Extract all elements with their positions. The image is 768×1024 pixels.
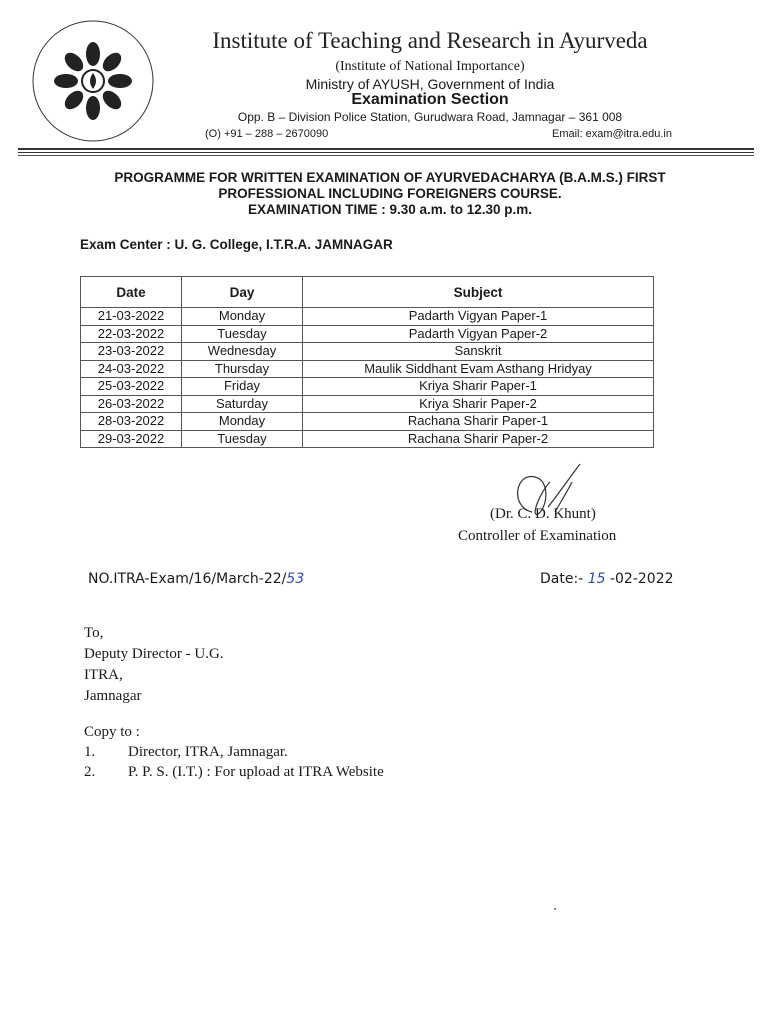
recipient-line-2: ITRA,	[84, 667, 123, 683]
subject-cell: Maulik Siddhant Evam Asthang Hridyay	[303, 360, 654, 378]
day-cell: Tuesday	[182, 430, 303, 448]
phone-line: (O) +91 – 288 – 2670090	[205, 128, 329, 140]
date-cell: 22-03-2022	[81, 325, 182, 343]
signatory-name: (Dr. C. D. Khunt)	[490, 506, 596, 522]
institute-title: Institute of Teaching and Research in Ayurveda	[212, 28, 648, 53]
reference-prefix: NO.ITRA-Exam/16/March-22/	[88, 571, 287, 587]
date-cell: 29-03-2022	[81, 430, 182, 448]
programme-heading	[60, 170, 720, 218]
table-header-row	[81, 277, 654, 308]
reference-number	[88, 571, 304, 587]
table-row	[81, 378, 654, 396]
subject-cell: Padarth Vigyan Paper-1	[303, 308, 654, 326]
header-divider	[18, 155, 754, 156]
date-prefix: Date:-	[540, 571, 588, 587]
subject-cell: Rachana Sharir Paper-1	[303, 413, 654, 431]
table-row	[81, 430, 654, 448]
date-cell: 23-03-2022	[81, 343, 182, 361]
column-header-day: Day	[182, 277, 303, 308]
date-cell: 25-03-2022	[81, 378, 182, 396]
day-cell: Friday	[182, 378, 303, 396]
list-item-number: 1.	[84, 744, 96, 760]
table-row	[81, 395, 654, 413]
copy-to-label: Copy to :	[84, 724, 140, 740]
subject-cell: Kriya Sharir Paper-1	[303, 378, 654, 396]
recipient-address	[84, 623, 224, 707]
copy-to-section	[84, 722, 384, 782]
day-cell: Tuesday	[182, 325, 303, 343]
day-cell: Monday	[182, 308, 303, 326]
list-item-number: 2.	[84, 764, 96, 780]
day-cell: Saturday	[182, 395, 303, 413]
table-row	[81, 343, 654, 361]
column-header-date: Date	[81, 277, 182, 308]
date-cell: 24-03-2022	[81, 360, 182, 378]
programme-line-2: PROFESSIONAL INCLUDING FOREIGNERS COURSE.	[218, 186, 562, 201]
table-row	[81, 413, 654, 431]
exam-center: Exam Center : U. G. College, I.T.R.A. JAMNAGAR	[80, 237, 393, 252]
table-row	[81, 325, 654, 343]
signatory-title: Controller of Examination	[458, 528, 617, 544]
subject-cell: Padarth Vigyan Paper-2	[303, 325, 654, 343]
list-item-text: P. P. S. (I.T.) : For upload at ITRA Website	[128, 764, 384, 780]
section-title: Examination Section	[351, 91, 509, 108]
day-cell: Wednesday	[182, 343, 303, 361]
date-cell: 21-03-2022	[81, 308, 182, 326]
day-cell: Thursday	[182, 360, 303, 378]
address-line: Opp. B – Division Police Station, Gurudwara Road, Jamnagar – 361 008	[237, 110, 623, 124]
recipient-line-3: Jamnagar	[84, 688, 142, 704]
ministry-line: Ministry of AYUSH, Government of India	[305, 76, 555, 92]
email-line: Email: exam@itra.edu.in	[552, 128, 672, 140]
day-cell: Monday	[182, 413, 303, 431]
programme-line-3: EXAMINATION TIME : 9.30 a.m. to 12.30 p.m.	[247, 202, 533, 217]
table-row	[81, 360, 654, 378]
date-cell: 28-03-2022	[81, 413, 182, 431]
header-divider	[18, 148, 754, 150]
column-header-subject: Subject	[303, 277, 654, 308]
date-suffix: -02-2022	[605, 571, 674, 587]
reference-handwritten-number: 53	[286, 571, 305, 587]
institute-logo	[28, 16, 158, 146]
list-item-text: Director, ITRA, Jamnagar.	[128, 744, 288, 760]
letter-date	[540, 571, 674, 587]
header-divider	[18, 152, 754, 153]
programme-line-1: PROGRAMME FOR WRITTEN EXAMINATION OF AYURVEDACHARYA (B.A.M.S.) FIRST	[114, 170, 666, 185]
recipient-to: To,	[84, 625, 104, 641]
list-item	[84, 762, 384, 782]
schedule-table	[80, 276, 654, 448]
date-cell: 26-03-2022	[81, 395, 182, 413]
recipient-line-1: Deputy Director - U.G.	[84, 646, 224, 662]
date-handwritten-day: 15	[587, 571, 606, 587]
list-item	[84, 742, 384, 762]
table-row	[81, 308, 654, 326]
subject-cell: Kriya Sharir Paper-2	[303, 395, 654, 413]
institute-subtitle: (Institute of National Importance)	[335, 59, 525, 74]
scan-speck	[554, 908, 556, 910]
subject-cell: Rachana Sharir Paper-2	[303, 430, 654, 448]
subject-cell: Sanskrit	[303, 343, 654, 361]
